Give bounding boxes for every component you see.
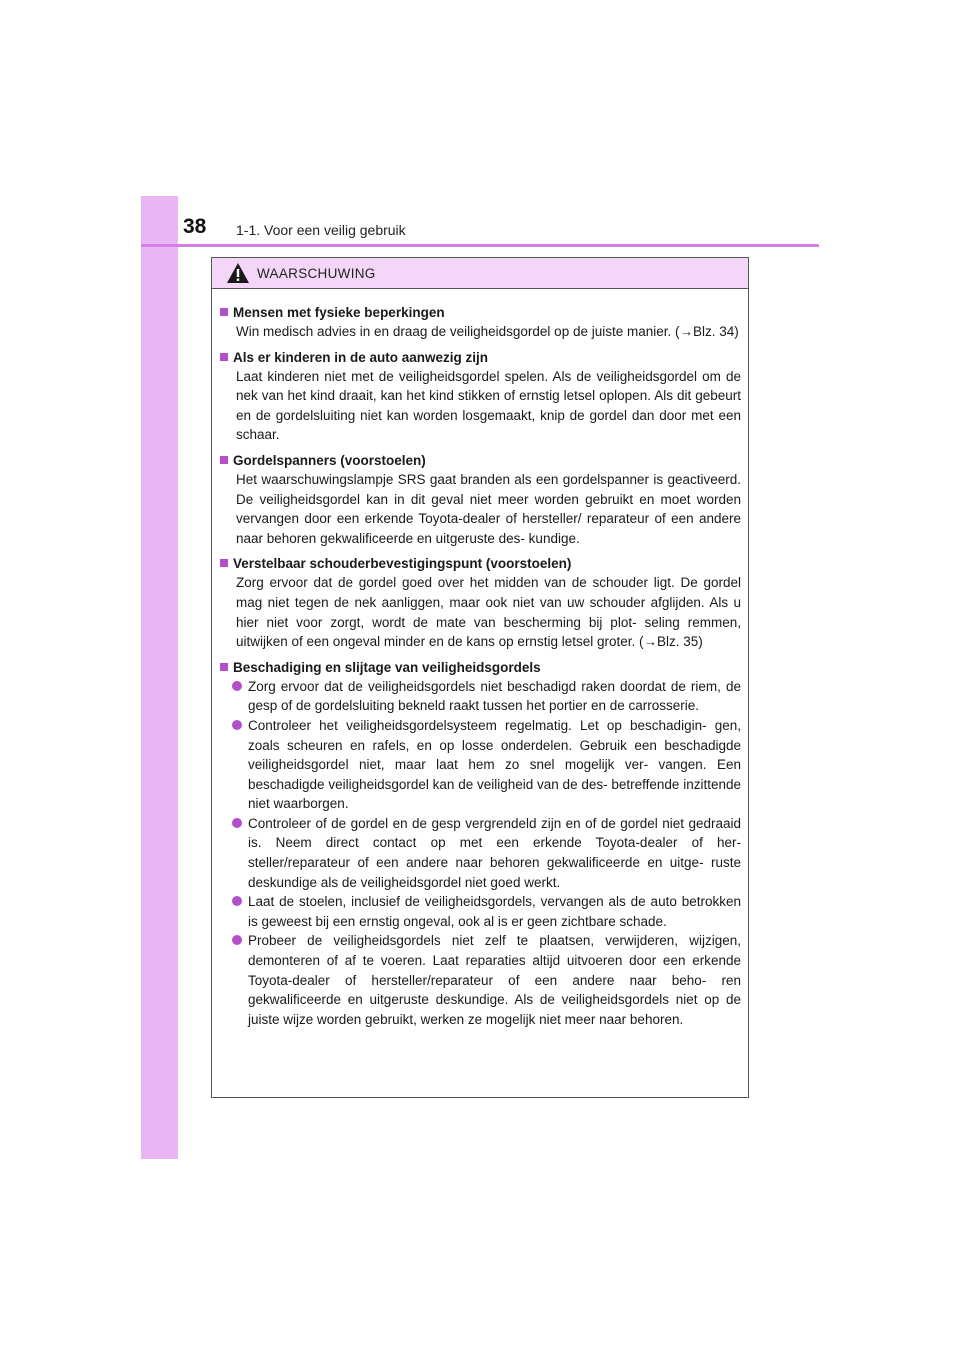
bullet-text: Controleer of de gordel en de gesp vergrendeld zijn en of de gordel niet gedraaid is. Neem direct contact op met een erkende Toyota-dealer of her- steller/reparateur of een andere naar behoren gekwalificeerde en uitge- ruste deskundige als de veiligheidsgordel niet goed werkt.	[248, 815, 741, 890]
round-bullet-icon	[232, 935, 242, 945]
bullet-text: Laat de stoelen, inclusief de veiligheidsgordels, vervangen als de auto betrokken is geweest bij een ernstig ongeval, ook al is er geen zichtbare schade.	[248, 894, 741, 929]
round-bullet-icon	[232, 681, 242, 691]
square-bullet-icon	[220, 353, 228, 361]
warning-box	[211, 257, 749, 1098]
section-text: Laat kinderen niet met de veiligheidsgordel spelen. Als de veiligheidsgordel om de nek van het kind draait, kan het kind stikken of ernstig letsel oplopen. Als dit gebeurt en de gordelsluiting niet kan worden losgemaakt, knip de gordel dan door met een schaar.	[236, 368, 741, 443]
chapter-side-tab	[141, 196, 178, 1159]
warning-section	[219, 348, 741, 445]
list-item	[231, 931, 741, 1029]
warning-section	[219, 554, 741, 651]
bullet-list	[219, 677, 741, 1030]
square-bullet-icon	[220, 559, 228, 567]
square-bullet-icon	[220, 663, 228, 671]
warning-header	[212, 258, 748, 289]
section-heading: Verstelbaar schouderbevestigingspunt (voorstoelen)	[233, 556, 572, 572]
section-heading: Gordelspanners (voorstoelen)	[233, 452, 426, 468]
bullet-text: Zorg ervoor dat de veiligheidsgordels niet beschadigd raken doordat de riem, de gesp of de gordelsluiting bekneld raakt tussen het portier en de carrosserie.	[248, 678, 741, 714]
list-item	[231, 716, 741, 814]
bullet-text: Probeer de veiligheidsgordels niet zelf te plaatsen, verwijderen, wijzigen, demonteren of af te voeren. Laat reparaties altijd uitvoeren door een erkende Toyota-dealer of hersteller/reparateur of een andere naar beho- ren gekwalificeerde en uitgeruste deskundige. Als de veiligheidsgordels niet op de juiste wijze worden gebruikt, werken ze mogelijk niet meer naar behoren.	[248, 933, 741, 1027]
list-item	[231, 814, 741, 892]
warning-body	[212, 289, 748, 1029]
warning-section	[219, 303, 741, 342]
round-bullet-icon	[232, 720, 242, 730]
section-text: Win medisch advies in en draag de veiligheidsgordel op de juiste manier. (→Blz. 34)	[236, 324, 739, 339]
section-heading: Mensen met fysieke beperkingen	[233, 305, 445, 320]
header-rule	[141, 244, 819, 247]
round-bullet-icon	[232, 896, 242, 906]
list-item	[231, 677, 741, 716]
bullet-text: Controleer het veiligheidsgordelsysteem regelmatig. Let op beschadigin- gen, zoals scheuren en rafels, en op losse onderdelen. Gebruik een beschadigde veiligheidsgordel niet, maar laat hem zo snel mogelijk ver- vangen. Een beschadigde veiligheidsgordel kan de veiligheid van de des- betreffende inzittende niet waarborgen.	[248, 717, 741, 812]
warning-section	[219, 658, 741, 1030]
list-item	[231, 892, 741, 931]
section-heading: Als er kinderen in de auto aanwezig zijn	[233, 349, 489, 365]
section-heading: Beschadiging en slijtage van veiligheidsgordels	[233, 659, 541, 675]
warning-triangle-icon	[226, 262, 250, 284]
section-text: Het waarschuwingslampje SRS gaat branden als een gordelspanner is geactiveerd. De veiligheidsgordel kan in dit geval niet meer worden gebruikt en moet worden vervangen door een erkende Toyota-dealer of hersteller/ reparateur of een andere naar behoren gekwalificeerde en uitgeruste des- kundige.	[236, 471, 741, 546]
page-number: 38	[183, 215, 207, 238]
section-text: Zorg ervoor dat de gordel goed over het midden van de schouder ligt. De gordel mag niet tegen de nek aanliggen, maar ook niet van uw schouder afglijden. Als u hier niet voor zorgt, wordt de mate van bescherming bij plot- seling remmen, uitwijken of een ongeval minder en de kans op ernstig letsel groter. (→Blz. 35)	[236, 575, 741, 650]
square-bullet-icon	[220, 308, 228, 316]
warning-title: WAARSCHUWING	[257, 265, 376, 281]
square-bullet-icon	[220, 456, 228, 464]
warning-section	[219, 451, 741, 548]
round-bullet-icon	[232, 818, 242, 828]
section-title: 1-1. Voor een veilig gebruik	[236, 222, 406, 238]
